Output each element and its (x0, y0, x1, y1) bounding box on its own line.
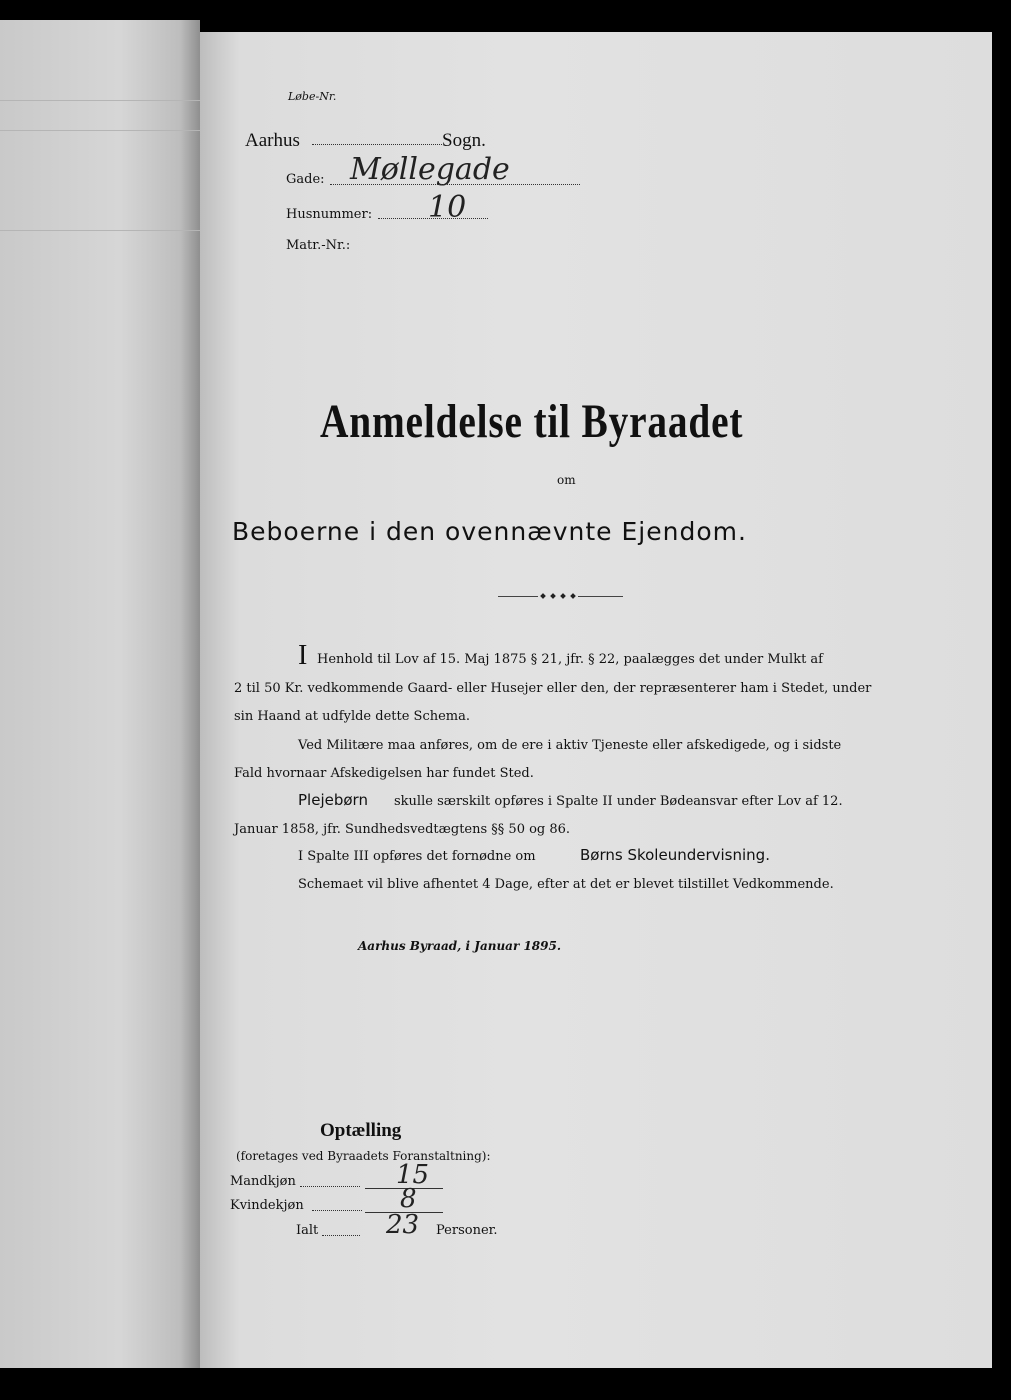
female-count-value: 8 (400, 1184, 417, 1214)
drop-cap: I (298, 640, 308, 671)
ornament-divider (498, 594, 633, 598)
skoleundervisning-emphasis: Børns Skoleundervisning. (580, 846, 770, 864)
plejeborn-lead: Plejebørn (298, 791, 368, 809)
male-dotted-leader (300, 1186, 360, 1187)
page-title: Anmeldelse til Byraadet (320, 395, 744, 448)
total-count-value: 23 (386, 1210, 420, 1240)
gade-dotted-line (330, 184, 580, 185)
husnummer-dotted-line (378, 218, 488, 219)
male-label: Mandkjøn (230, 1174, 296, 1189)
matr-label: Matr.-Nr.: (286, 238, 351, 253)
female-dotted-leader (312, 1210, 362, 1211)
paragraph-line: Fald hvornaar Afskedigelsen har fundet Sted. (234, 766, 534, 781)
total-dotted-leader (322, 1235, 360, 1236)
city-name: Aarhus (245, 130, 300, 151)
husnummer-label: Husnummer: (286, 207, 373, 222)
subtitle: Beboerne i den ovennævnte Ejendom. (232, 517, 747, 546)
paragraph-line: Henhold til Lov af 15. Maj 1875 § 21, jfr. § 22, paalægges det under Mulkt af (317, 652, 823, 667)
city-dotted-line (312, 144, 442, 145)
ruled-line (0, 130, 200, 131)
gade-handwritten-value: Møllegade (350, 152, 510, 187)
paragraph-line: I Spalte III opføres det fornødne om (298, 849, 536, 864)
document-page (200, 32, 992, 1368)
gade-label: Gade: (286, 172, 325, 187)
left-facing-page (0, 20, 200, 1368)
sogn-label: Sogn. (442, 130, 486, 151)
female-label: Kvindekjøn (230, 1198, 304, 1213)
paragraph-line: Ved Militære maa anføres, om de ere i aktiv Tjeneste eller afskedigede, og i sidste (298, 738, 842, 753)
paragraph-line: sin Haand at udfylde dette Schema. (234, 709, 471, 724)
total-label: Ialt (296, 1223, 319, 1238)
paragraph-line: skulle særskilt opføres i Spalte II under Bødeansvar efter Lov af 12. (394, 794, 843, 809)
count-heading: Optælling (320, 1120, 402, 1141)
male-count-value: 15 (396, 1160, 430, 1190)
ruled-line (0, 230, 200, 231)
persons-label: Personer. (436, 1223, 498, 1238)
paragraph-line: Schemaet vil blive afhentet 4 Dage, efter at det er blevet tilstillet Vedkommende. (298, 877, 834, 892)
husnummer-handwritten-value: 10 (428, 190, 467, 225)
signature-line: Aarhus Byraad, i Januar 1895. (358, 939, 562, 953)
om-connector: om (557, 473, 576, 487)
paragraph-line: Januar 1858, jfr. Sundhedsvedtægtens §§ 50 og 86. (234, 822, 571, 837)
lobe-nr-label: Løbe-Nr. (288, 90, 337, 103)
count-note: (foretages ved Byraadets Foranstaltning): (236, 1149, 491, 1163)
ruled-line (0, 100, 200, 101)
paragraph-line: 2 til 50 Kr. vedkommende Gaard- eller Husejer eller den, der repræsenterer ham i Stedet, under (234, 681, 872, 696)
